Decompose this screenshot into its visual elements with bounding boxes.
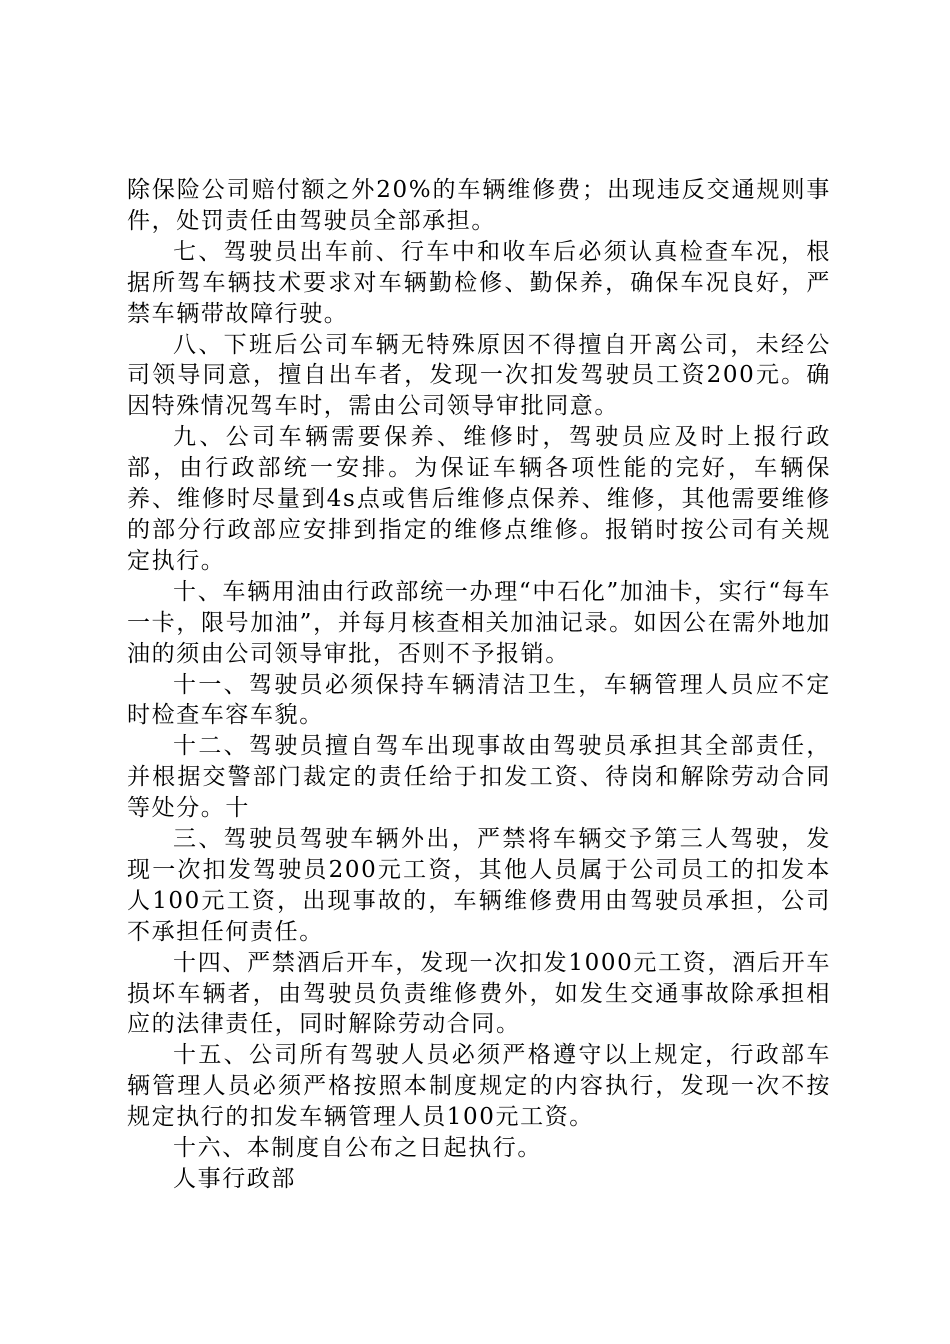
signature-department: 人事行政部 xyxy=(173,1166,296,1192)
paragraph-article-8: 八、下班后公司车辆无特殊原因不得擅自开离公司，未经公司领导同意，擅自出车者，发现一次扣发驾驶员工资200元。确因特殊情况驾车时，需由公司领导审批同意。 xyxy=(127,331,831,420)
paragraph-article-12: 十二、驾驶员擅自驾车出现事故由驾驶员承担其全部责任，并根据交警部门裁定的责任给于扣发工资、待岗和解除劳动合同等处分。十 xyxy=(127,733,831,822)
paragraph-article-10: 十、车辆用油由行政部统一办理“中石化”加油卡，实行“每车一卡，限号加油”，并每月核查相关加油记录。如因公在需外地加油的须由公司领导审批，否则不予报销。 xyxy=(127,578,831,667)
paragraph-article-9: 九、公司车辆需要保养、维修时，驾驶员应及时上报行政部，由行政部统一安排。为保证车辆各项性能的完好，车辆保养、维修时尽量到4s点或售后维修点保养、维修，其他需要维修的部分行政部应安排到指定的维修点维修。报销时按公司有关规定执行。 xyxy=(127,424,831,574)
paragraph-continuation: 除保险公司赔付额之外20%的车辆维修费；出现违反交通规则事件，处罚责任由驾驶员全部承担。 xyxy=(127,177,831,234)
paragraph-article-7: 七、驾驶员出车前、行车中和收车后必须认真检查车况，根据所驾车辆技术要求对车辆勤检修、勤保养，确保车况良好，严禁车辆带故障行驶。 xyxy=(127,238,831,327)
paragraph-article-13: 三、驾驶员驾驶车辆外出，严禁将车辆交予第三人驾驶，发现一次扣发驾驶员200元工资，其他人员属于公司员工的扣发本人100元工资，出现事故的，车辆维修费用由驾驶员承担，公司不承担任何责任。 xyxy=(127,826,831,945)
paragraph-article-14: 十四、严禁酒后开车，发现一次扣发1000元工资，酒后开车损坏车辆者，由驾驶员负责维修费外，如发生交通事故除承担相应的法律责任，同时解除劳动合同。 xyxy=(127,949,831,1038)
paragraph-article-15: 十五、公司所有驾驶人员必须严格遵守以上规定，行政部车辆管理人员必须严格按照本制度规定的内容执行，发现一次不按规定执行的扣发车辆管理人员100元工资。 xyxy=(127,1042,831,1131)
paragraph-article-11: 十一、驾驶员必须保持车辆清洁卫生，车辆管理人员应不定时检查车容车貌。 xyxy=(127,671,831,729)
document-body xyxy=(127,175,831,1195)
paragraph-article-16: 十六、本制度自公布之日起执行。 xyxy=(173,1135,542,1162)
